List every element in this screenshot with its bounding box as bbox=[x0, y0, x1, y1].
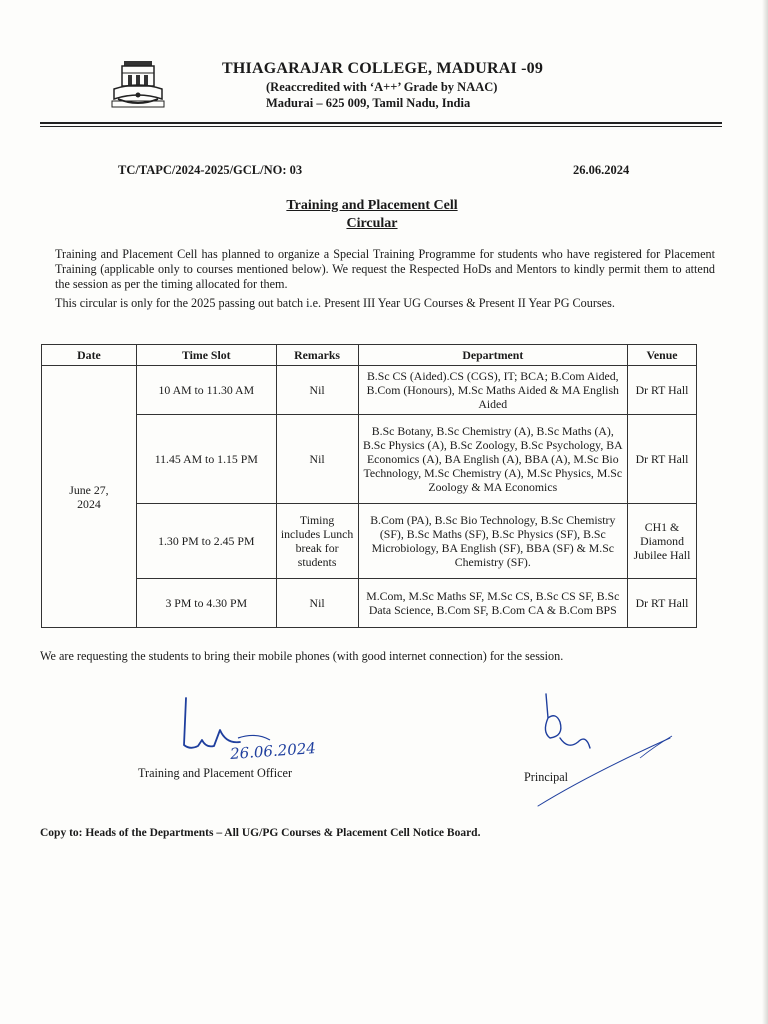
department-cell: B.Sc CS (Aided).CS (CGS), IT; BCA; B.Com Aided, B.Com (Honours), M.Sc Maths Aided & MA English Aided bbox=[358, 366, 627, 415]
venue-cell: Dr RT Hall bbox=[628, 579, 697, 628]
department-cell: M.Com, M.Sc Maths SF, M.Sc CS, B.Sc CS SF, B.Sc Data Science, B.Com SF, B.Com CA & B.Com BPS bbox=[358, 579, 627, 628]
remarks-cell: Nil bbox=[276, 415, 358, 504]
reference-number: TC/TAPC/2024-2025/GCL/NO: 03 bbox=[118, 163, 303, 177]
venue-cell: Dr RT Hall bbox=[628, 415, 697, 504]
table-row bbox=[42, 504, 697, 579]
header-divider-thin bbox=[40, 126, 722, 127]
table-row bbox=[42, 415, 697, 504]
college-logo-icon bbox=[108, 55, 168, 113]
header-time-slot: Time Slot bbox=[136, 345, 276, 366]
department-cell: B.Sc Botany, B.Sc Chemistry (A), B.Sc Maths (A), B.Sc Physics (A), B.Sc Zoology, B.Sc Psychology, BA Economics (A), BA English (A), BBA (A), M.Sc Bio Technology, M.Sc Chemistry (A), M.Sc Physics, M.Sc Zoology & MA Economics bbox=[358, 415, 627, 504]
remarks-cell: Timing includes Lunch break for students bbox=[276, 504, 358, 579]
time-slot-cell: 1.30 PM to 2.45 PM bbox=[136, 504, 276, 579]
table-row bbox=[42, 366, 697, 415]
venue-cell: CH1 & Diamond Jubilee Hall bbox=[628, 504, 697, 579]
header-venue: Venue bbox=[628, 345, 697, 366]
closing-note: We are requesting the students to bring their mobile phones (with good internet connection) for the session. bbox=[40, 649, 564, 663]
cell-title: Training and Placement Cell bbox=[286, 198, 458, 213]
header-remarks: Remarks bbox=[276, 345, 358, 366]
time-slot-cell: 11.45 AM to 1.15 PM bbox=[136, 415, 276, 504]
table-header-row bbox=[42, 345, 697, 366]
header-date: Date bbox=[42, 345, 137, 366]
principal-signature bbox=[520, 688, 680, 818]
table-row bbox=[42, 579, 697, 628]
venue-cell: Dr RT Hall bbox=[628, 366, 697, 415]
time-slot-cell: 10 AM to 11.30 AM bbox=[136, 366, 276, 415]
intro-paragraph: Training and Placement Cell has planned to organize a Special Training Programme for students who have registered for Placement Training (applicable only to courses mentioned below). We request the Respected HoDs and Mentors to kindly permit them to attend the session as per the timing allocated for them. bbox=[55, 247, 715, 291]
principal-title: Principal bbox=[524, 770, 569, 784]
circular-date: 26.06.2024 bbox=[573, 163, 630, 177]
time-slot-cell: 3 PM to 4.30 PM bbox=[136, 579, 276, 628]
officer-title: Training and Placement Officer bbox=[138, 766, 292, 780]
page-edge-shadow bbox=[762, 0, 768, 1024]
officer-signature-date: 26.06.2024 bbox=[229, 739, 317, 763]
session-date bbox=[42, 366, 137, 628]
college-address: Madurai – 625 009, Tamil Nadu, India bbox=[266, 96, 471, 110]
accreditation-line: (Reaccredited with ‘A++’ Grade by NAAC) bbox=[266, 80, 498, 94]
remarks-cell: Nil bbox=[276, 366, 358, 415]
session-date-text: June 27, 2024 bbox=[69, 482, 109, 511]
college-name: THIAGARAJAR COLLEGE, MADURAI -09 bbox=[222, 60, 544, 77]
remarks-cell: Nil bbox=[276, 579, 358, 628]
scope-paragraph: This circular is only for the 2025 passing out batch i.e. Present III Year UG Courses & Present II Year PG Courses. bbox=[55, 296, 615, 310]
header-divider bbox=[40, 122, 722, 124]
copy-to-line: Copy to: Heads of the Departments – All UG/PG Courses & Placement Cell Notice Board. bbox=[40, 827, 481, 839]
department-cell: B.Com (PA), B.Sc Bio Technology, B.Sc Chemistry (SF), B.Sc Maths (SF), B.Sc Physics (SF), B.Sc Microbiology, BA English (SF), BBA (SF) & M.Sc Chemistry (SF). bbox=[358, 504, 627, 579]
circular-title: Circular bbox=[346, 216, 398, 231]
schedule-table bbox=[41, 344, 697, 628]
header-department: Department bbox=[358, 345, 627, 366]
